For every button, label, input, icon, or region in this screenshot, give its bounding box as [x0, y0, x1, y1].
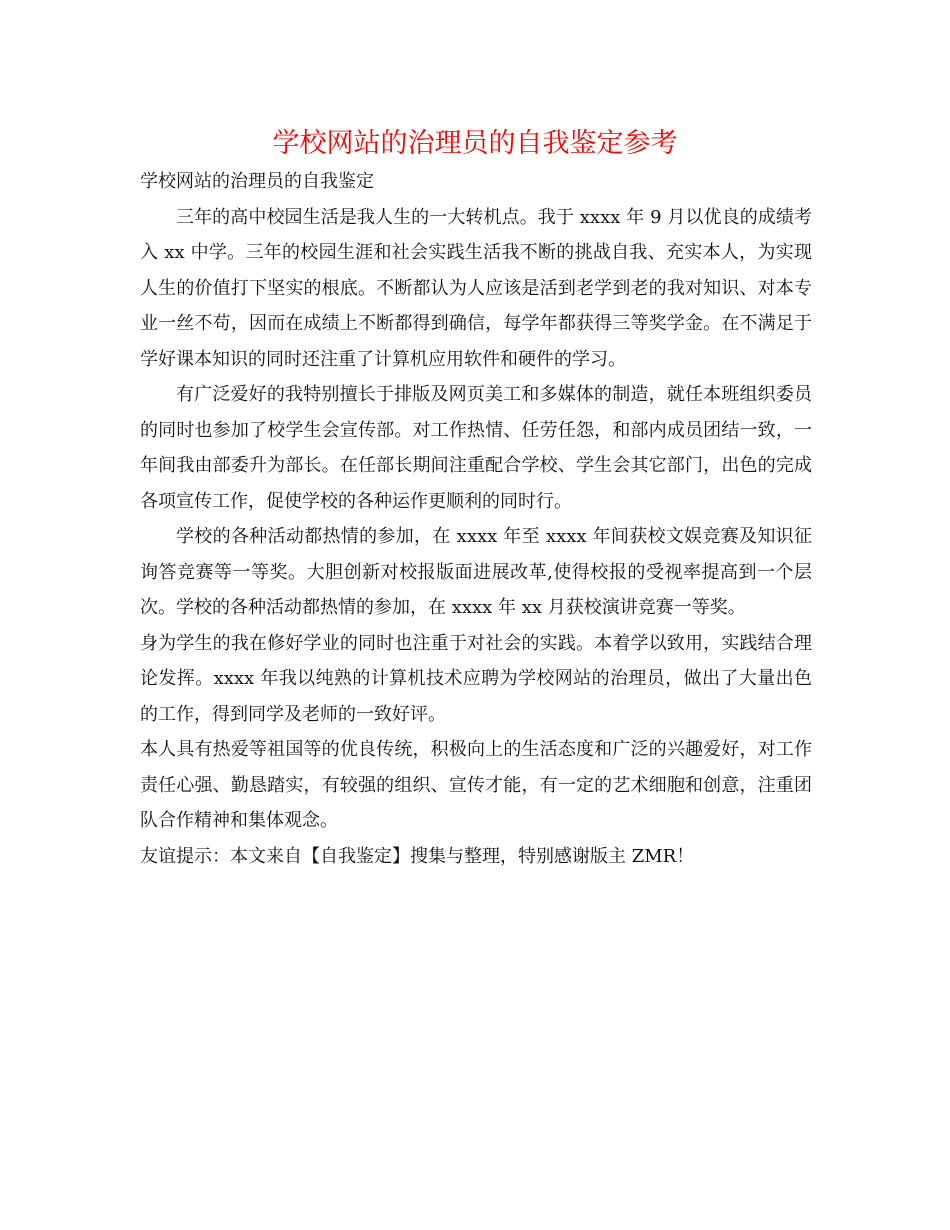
paragraph-2: 有广泛爱好的我特别擅长于排版及网页美工和多媒体的制造，就任本班组织委员的同时也参加了校学生会宣传部。对工作热情、任劳任怨，和部内成员团结一致，一年间我由部委升为部长。在任部长期间注重配合学校、学生会其它部门，出色的完成各项宣传工作，促使学校的各种运作更顺利的同时行。: [140, 384, 812, 512]
paragraph-3: 学校的各种活动都热情的参加，在 xxxx 年至 xxxx 年间获校文娱竞赛及知识征询答竞赛等一等奖。大胆创新对校报版面进展改革,使得校报的受视率提高到一个层次。学校的各种活动都热情的参加，在 xxxx 年 xx 月获校演讲竞赛一等奖。: [140, 526, 812, 618]
document-title: 学校网站的治理员的自我鉴定参考: [272, 128, 678, 159]
document-subtitle: 学校网站的治理员的自我鉴定: [140, 171, 374, 192]
paragraph-5: 本人具有热爱等祖国等的优良传统，积极向上的生活态度和广泛的兴趣爱好，对工作责任心强、勤恳踏实，有较强的组织、宣传才能，有一定的艺术细胞和创意，注重团队合作精神和集体观念。: [140, 739, 812, 831]
paragraph-4: 身为学生的我在修好学业的同时也注重于对社会的实践。本着学以致用，实践结合理论发挥。xxxx 年我以纯熟的计算机技术应聘为学校网站的治理员，做出了大量出色的工作，得到同学及老师的一致好评。: [140, 632, 812, 725]
paragraph-1: 三年的高中校园生活是我人生的一大转机点。我于 xxxx 年 9 月以优良的成绩考入 xx 中学。三年的校园生涯和社会实践生活我不断的挑战自我、充实本人，为实现人生的价值打下坚实的根底。不断都认为人应该是活到老学到老的我对知识、对本专业一丝不苟，因而在成绩上不断都得到确信，每学年都获得三等奖学金。在不满足于学好课本知识的同时还注重了计算机应用软件和硬件的学习。: [140, 206, 812, 370]
document-body: [140, 164, 812, 874]
friendly-tip: 友谊提示：本文来自【自我鉴定】搜集与整理，特别感谢版主 ZMR！: [140, 845, 695, 867]
